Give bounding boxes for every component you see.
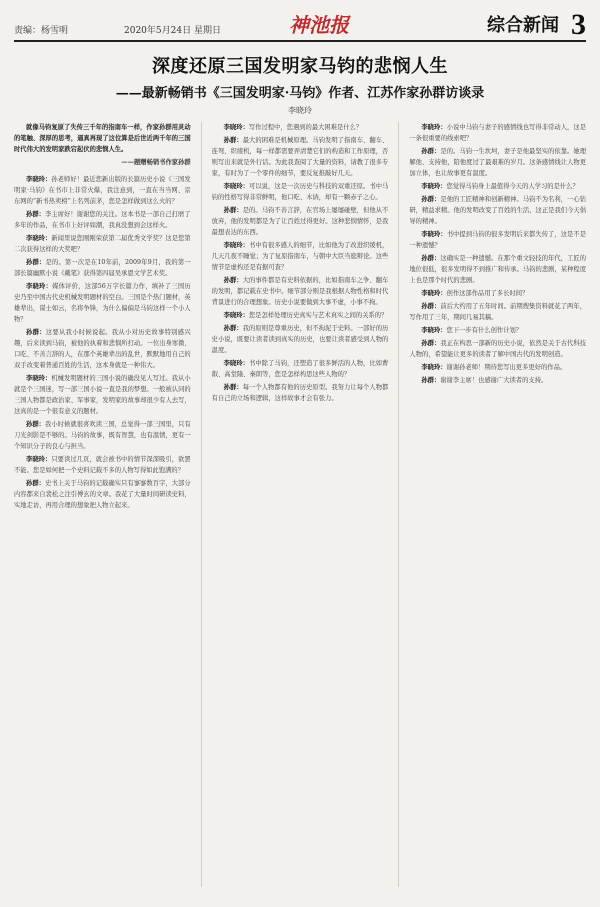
interview-paragraph	[212, 382, 389, 404]
issue-date: 2020年5月24日 星期日	[124, 26, 221, 36]
paragraph-text: 每一个人物都有他的历史原型。我努力让每个人物都有自己的立场和逻辑，这样故事才会有张力。	[211, 384, 389, 402]
interview-paragraph	[409, 194, 586, 227]
speaker-label: 李晓玲：	[26, 235, 52, 242]
article-subheadline: ——最新畅销书《三国发明家·马钧》作者、江苏作家孙群访谈录	[115, 86, 485, 101]
interview-paragraph	[14, 281, 191, 325]
paragraph-text: 史书上关于马钧的记载确实只有寥寥数百字，大部分内容都来自裴松之注引傅玄的文章。我花了大量时间研读史料，实地走访，再用合理的想象把人物立起来。	[14, 480, 191, 509]
speaker-label: 李晓玲：	[26, 283, 53, 290]
article-column-1	[14, 122, 191, 887]
paragraph-text: 小说中马钧与妻子的感情线也写得非常动人，这是一条很重要的线索吧？	[409, 124, 587, 142]
paragraph-text: 您下一步有什么创作计划？	[446, 327, 523, 334]
speaker-label: 孙群：	[421, 303, 441, 310]
speaker-label: 孙群：	[26, 421, 46, 428]
speaker-label: 李晓玲：	[26, 375, 52, 382]
paragraph-text: 是的。马钧一生坎坷，妻子是他最坚实的依靠。她理解他、支持他，陪他度过了最艰难的岁月。这条感情线让人物更加立体，也让故事更有温度。	[409, 148, 587, 177]
interview-paragraph	[14, 257, 191, 279]
article-body	[14, 122, 586, 887]
paragraph-text: 是的。马钧不善言辞，在官场上屡屡碰壁，但他从不放弃，他的发明都是为了让百姓过得更好。这种悲悯情怀，是我最想表达的东西。	[211, 207, 389, 236]
speaker-label: 李晓玲：	[421, 327, 447, 334]
paragraph-text: 是的。第一次是在10年前，2009年9月，我的第一部长篇幽默小说《戴笔》获得第四届吴承恩文学艺术奖。	[14, 259, 191, 277]
interview-paragraph	[409, 288, 586, 299]
speaker-label: 李晓玲：	[421, 183, 447, 190]
paragraph-text: 是他的工匠精神和创新精神。马钧不为名利，一心钻研，精益求精。他的发明改变了百姓的生活，这正是我们今天倡导的精神。	[409, 196, 587, 225]
intro-signature: ——题赠畅销书作家孙群	[121, 159, 191, 166]
column-1-paragraphs	[14, 174, 191, 511]
speaker-label: 孙群：	[421, 196, 441, 203]
speaker-label: 李晓玲：	[223, 124, 249, 131]
paragraph-text: 前后大约用了五年时间。前期搜集资料就花了两年，写作用了三年，期间几易其稿。	[409, 303, 587, 321]
interview-paragraph	[212, 358, 389, 380]
paragraph-text: 这确实是一种遗憾。在那个重文轻技的年代，工匠的地位很低，很多发明得不到推广和传承。马钧的悲剧，某种程度上也是那个时代的悲剧。	[409, 255, 587, 284]
article-byline: 李晓玲	[288, 106, 312, 115]
interview-paragraph	[212, 310, 389, 321]
interview-paragraph	[409, 146, 586, 179]
speaker-label: 李晓玲：	[223, 242, 250, 249]
paragraph-text: 写作过程中，您遇到的最大困难是什么？	[248, 124, 363, 131]
interview-paragraph	[14, 327, 191, 371]
interview-paragraph	[212, 323, 389, 356]
interview-paragraph	[212, 275, 389, 308]
speaker-label: 李晓玲：	[26, 176, 52, 183]
article-column-3	[409, 122, 586, 887]
column-3-paragraphs	[409, 122, 586, 386]
paragraph-text: 我的原则是尊重历史，但不拘泥于史料。一部好的历史小说，既要让读者读到真实的历史，也要让读者感受到人物的温度。	[211, 325, 389, 354]
column-divider	[398, 122, 399, 887]
speaker-label: 孙群：	[223, 137, 243, 144]
speaker-label: 孙群：	[421, 340, 441, 347]
interview-paragraph	[212, 240, 389, 273]
paragraph-text: 创作这部作品用了多长时间？	[446, 290, 529, 297]
interview-paragraph	[212, 122, 389, 133]
article-column-2	[212, 122, 389, 887]
speaker-label: 李晓玲：	[223, 360, 250, 367]
column-2-paragraphs	[212, 122, 389, 404]
paragraph-text: 谢谢孙老师！期待您写出更多更好的作品。	[446, 364, 567, 371]
newspaper-logo: 神池报	[289, 13, 349, 37]
speaker-label: 李晓玲：	[26, 456, 52, 463]
paragraph-text: 谢谢李主席！也感谢广大读者的支持。	[440, 377, 548, 384]
speaker-label: 孙群：	[26, 259, 46, 266]
speaker-label: 孙群：	[223, 384, 243, 391]
paragraph-text: 只要读过几页，就会被书中的情节深深吸引，欲罢不能。您是如何把一个史料记载不多的人物写得如此饱满的？	[14, 456, 191, 474]
section-title: 综合新闻	[487, 15, 559, 36]
interview-paragraph	[14, 478, 191, 511]
paragraph-text: 这要从我小时候说起。我从小对历史故事特别感兴趣，后来读到马钧，被他的执着和悲悯所打动。一位出身寒微、口吃、不善言辞的人，在那个英雄辈出的乱世，默默地用自己的双手改变着普通百姓的生活，这本身就是一种伟大。	[14, 329, 191, 369]
interview-paragraph	[14, 373, 191, 417]
paragraph-text: 最大的困难是机械原理。马钧发明了指南车、翻车、连弩、织绫机，每一样都需要弄清楚它们的构造和工作原理，否则写出来就是外行话。为此我查阅了大量的资料，请教了很多专家，有时为了一个零件的细节，要反复推敲好几天。	[211, 137, 389, 177]
speaker-label: 李晓玲：	[223, 183, 250, 190]
speaker-label: 孙群：	[421, 255, 441, 262]
article-headline: 深度还原三国发明家马钧的悲悯人生	[152, 56, 448, 77]
page-number: 3	[571, 8, 586, 41]
speaker-label: 孙群：	[223, 207, 243, 214]
speaker-label: 孙群：	[223, 277, 243, 284]
speaker-label: 李晓玲：	[421, 231, 447, 238]
masthead	[14, 6, 586, 42]
paragraph-text: 大的事件都是有史料依据的，比如指南车之争、翻车的发明，都记载在史书中。细节部分则是我根据人物性格和时代背景进行的合理想象。历史小说要做到大事不虚，小事不拘。	[211, 277, 389, 306]
paragraph-text: 孙老师好！最近您新出版的长篇历史小说《三国发明家·马钧》在书市上非常火爆，我注意到，一直在当当网、京东网的“新书热卖榜”上名列前茅，您是怎样做到这么火的？	[14, 176, 191, 205]
speaker-label: 李晓玲：	[421, 290, 447, 297]
interview-paragraph	[14, 233, 191, 255]
paragraph-text: 机械发明题材的三国小说的确没见人写过。我从小就是个三国迷，写一部三国小说一直是我的梦想。一般被认同的三国人物都是政治家、军事家，发明家的故事却很少有人去写，这真的是一个很有意义的题材。	[14, 375, 191, 415]
paragraph-text: 新闻里说您刚刚荣获第二届优秀文学奖？这是您第二次获得这样的大奖吧？	[14, 235, 191, 253]
interview-paragraph	[409, 181, 586, 192]
speaker-label: 孙群：	[223, 325, 243, 332]
speaker-label: 孙群：	[26, 211, 46, 218]
paragraph-text: 媒体评价，这部56万字长篇力作，填补了三国历史乃至中国古代史机械发明题材的空白。三国是个热门题材，英雄辈出，谋士如云，名将争锋，为什么偏偏是马钧这样一个小人物？	[14, 283, 191, 323]
article-intro: 就像马钧复原了失传三千年的指南车一样，作家孙群用灵动的笔触、深厚的思考，逼真再现了这位算是后世近两千年的三国时代伟大的发明家跌宕起伏的悲悯人生。	[14, 124, 191, 153]
column-divider	[201, 122, 202, 887]
speaker-label: 孙群：	[26, 480, 46, 487]
speaker-label: 孙群：	[421, 377, 441, 384]
paragraph-text: 李主席好！谢谢您的关注。这本书是一部自己打磨了多年的作品，在书市上好评如潮，我真没想到会这样火。	[14, 211, 191, 229]
interview-paragraph	[409, 122, 586, 144]
interview-paragraph	[212, 205, 389, 238]
interview-paragraph	[14, 209, 191, 231]
paragraph-text: 书中除了马钧，还塑造了很多鲜活的人物，比如曹叡、高堂隆、秦朗等，您是怎样构思这些人物的？	[211, 360, 389, 378]
speaker-label: 李晓玲：	[223, 312, 249, 319]
editor-credit: 责编：杨雪明	[14, 26, 69, 36]
speaker-label: 李晓玲：	[421, 364, 447, 371]
interview-paragraph	[409, 325, 586, 336]
interview-paragraph	[409, 338, 586, 360]
speaker-label: 孙群：	[26, 329, 46, 336]
paragraph-text: 您觉得马钧身上最值得今天的人学习的是什么？	[446, 183, 579, 190]
paragraph-text: 我正在构思一部新的历史小说，依然是关于古代科技人物的，希望能让更多的读者了解中国古代的发明创造。	[409, 340, 587, 358]
speaker-label: 孙群：	[421, 148, 441, 155]
speaker-label: 李晓玲：	[421, 124, 447, 131]
interview-paragraph	[409, 362, 586, 373]
interview-paragraph	[212, 135, 389, 179]
paragraph-text: 可以说，这是一次历史与科技的双重还原。书中马钧的性格写得非常鲜明，他口吃、木讷，却有一颗赤子之心。	[211, 183, 389, 201]
interview-paragraph	[409, 301, 586, 323]
paragraph-text: 书中提到马钧的很多发明后来都失传了，这是不是一种遗憾？	[409, 231, 587, 249]
interview-paragraph	[409, 375, 586, 386]
interview-paragraph	[14, 174, 191, 207]
paragraph-text: 我小时候就很喜欢读三国，总觉得一部三国里，只有刀光剑影是不够的。马钧的故事，既有智慧，也有温情，更有一个知识分子的良心与担当。	[14, 421, 191, 450]
interview-paragraph	[409, 253, 586, 286]
interview-paragraph	[14, 454, 191, 476]
interview-paragraph	[409, 229, 586, 251]
interview-paragraph	[14, 419, 191, 452]
interview-paragraph	[212, 181, 389, 203]
paragraph-text: 书中有很多感人的细节，比如他为了改进织绫机，几天几夜不睡觉；为了复原指南车，与朝中大臣当庭辩论。这些情节是虚构还是有据可查？	[211, 242, 389, 271]
paragraph-text: 您是怎样处理历史真实与艺术真实之间的关系的？	[248, 312, 388, 319]
